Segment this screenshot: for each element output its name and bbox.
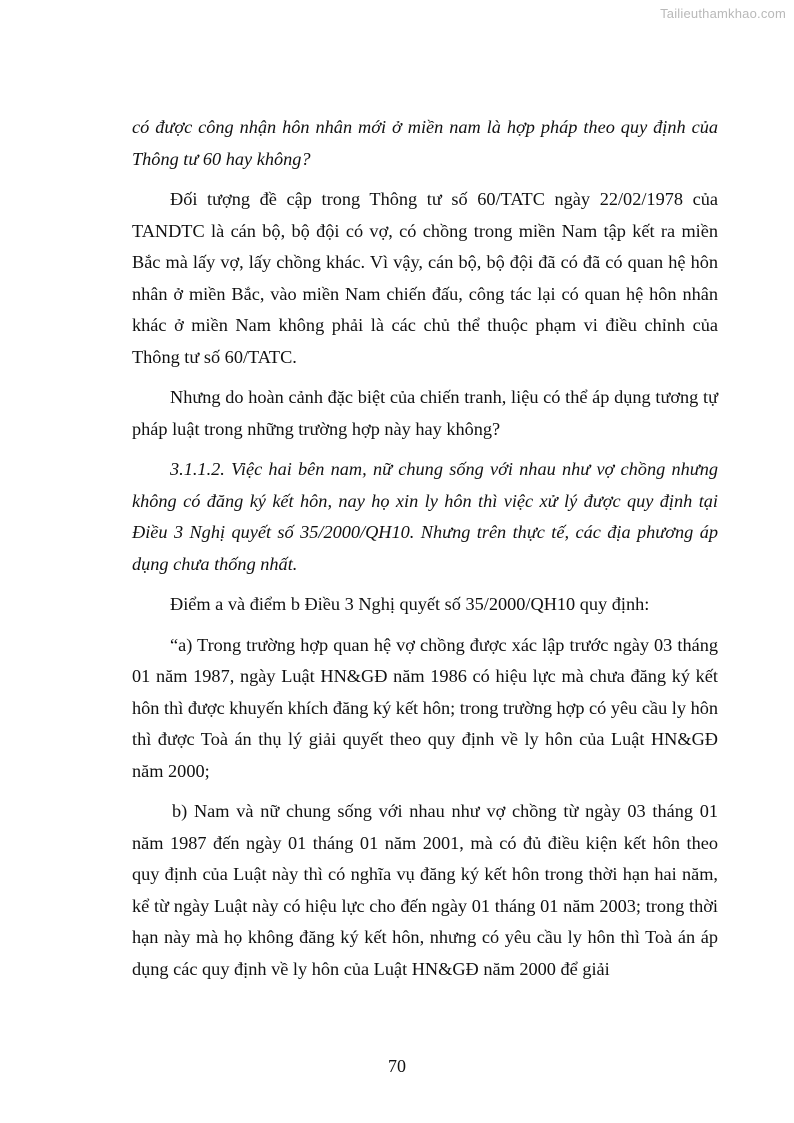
paragraph-analogy-question: Nhưng do hoàn cảnh đặc biệt của chiến tranh, liệu có thể áp dụng tương tự pháp luật trong những trường hợp này hay không? (132, 387, 718, 439)
paragraph-article-3-intro: Điểm a và điểm b Điều 3 Nghị quyết số 35/2000/QH10 quy định: (170, 594, 650, 614)
watermark: Tailieuthamkhao.com (660, 6, 786, 21)
paragraph-point-a: “a) Trong trường hợp quan hệ vợ chồng được xác lập trước ngày 03 tháng 01 năm 1987, ngày Luật HN&GĐ năm 1986 có hiệu lực mà chưa đăng ký kết hôn thì được khuyến khích đăng ký kết hôn; trong trường hợp có yêu cầu ly hôn thì được Toà án thụ lý giải quyết theo quy định về ly hôn của Luật HN&GĐ năm 2000; (132, 634, 718, 781)
paragraph-point-b: b) Nam và nữ chung sống với nhau như vợ chồng từ ngày 03 tháng 01 năm 1987 đến ngày 01 tháng 01 năm 2001, mà có đủ điều kiện kết hôn theo quy định của Luật này thì có nghĩa vụ đăng ký kết hôn trong thời hạn hai năm, kể từ ngày Luật này có hiệu lực cho đến ngày 01 tháng 01 năm 2003; trong thời hạn này mà họ không đăng ký kết hôn, nhưng có yêu cầu ly hôn thì Toà án áp dụng các quy định về ly hôn của Luật HN&GĐ năm 2000 để giải (132, 801, 718, 979)
paragraph-question-continuation: có được công nhận hôn nhân mới ở miền nam là hợp pháp theo quy định của Thông tư 60 hay không? (132, 117, 718, 169)
paragraph-subject-scope: Đối tượng đề cập trong Thông tư số 60/TATC ngày 22/02/1978 của TANDTC là cán bộ, bộ đội có vợ, có chồng trong miền Nam tập kết ra miền Bắc mà lấy vợ, lấy chồng khác. Vì vậy, cán bộ, bộ đội đã có đã có quan hệ hôn nhân ở miền Bắc, vào miền Nam chiến đấu, công tác lại có quan hệ hôn nhân khác ở miền Nam không phải là các chủ thể thuộc phạm vi điều chỉnh của Thông tư số 60/TATC. (132, 189, 718, 367)
page-number: 70 (388, 1056, 406, 1076)
page-body (132, 112, 718, 994)
paragraph-section-3-1-1-2: 3.1.1.2. Việc hai bên nam, nữ chung sống với nhau như vợ chồng nhưng không có đăng ký kết hôn, nay họ xin ly hôn thì việc xử lý được quy định tại Điều 3 Nghị quyết số 35/2000/QH10. Nhưng trên thực tế, các địa phương áp dụng chưa thống nhất. (132, 459, 718, 574)
